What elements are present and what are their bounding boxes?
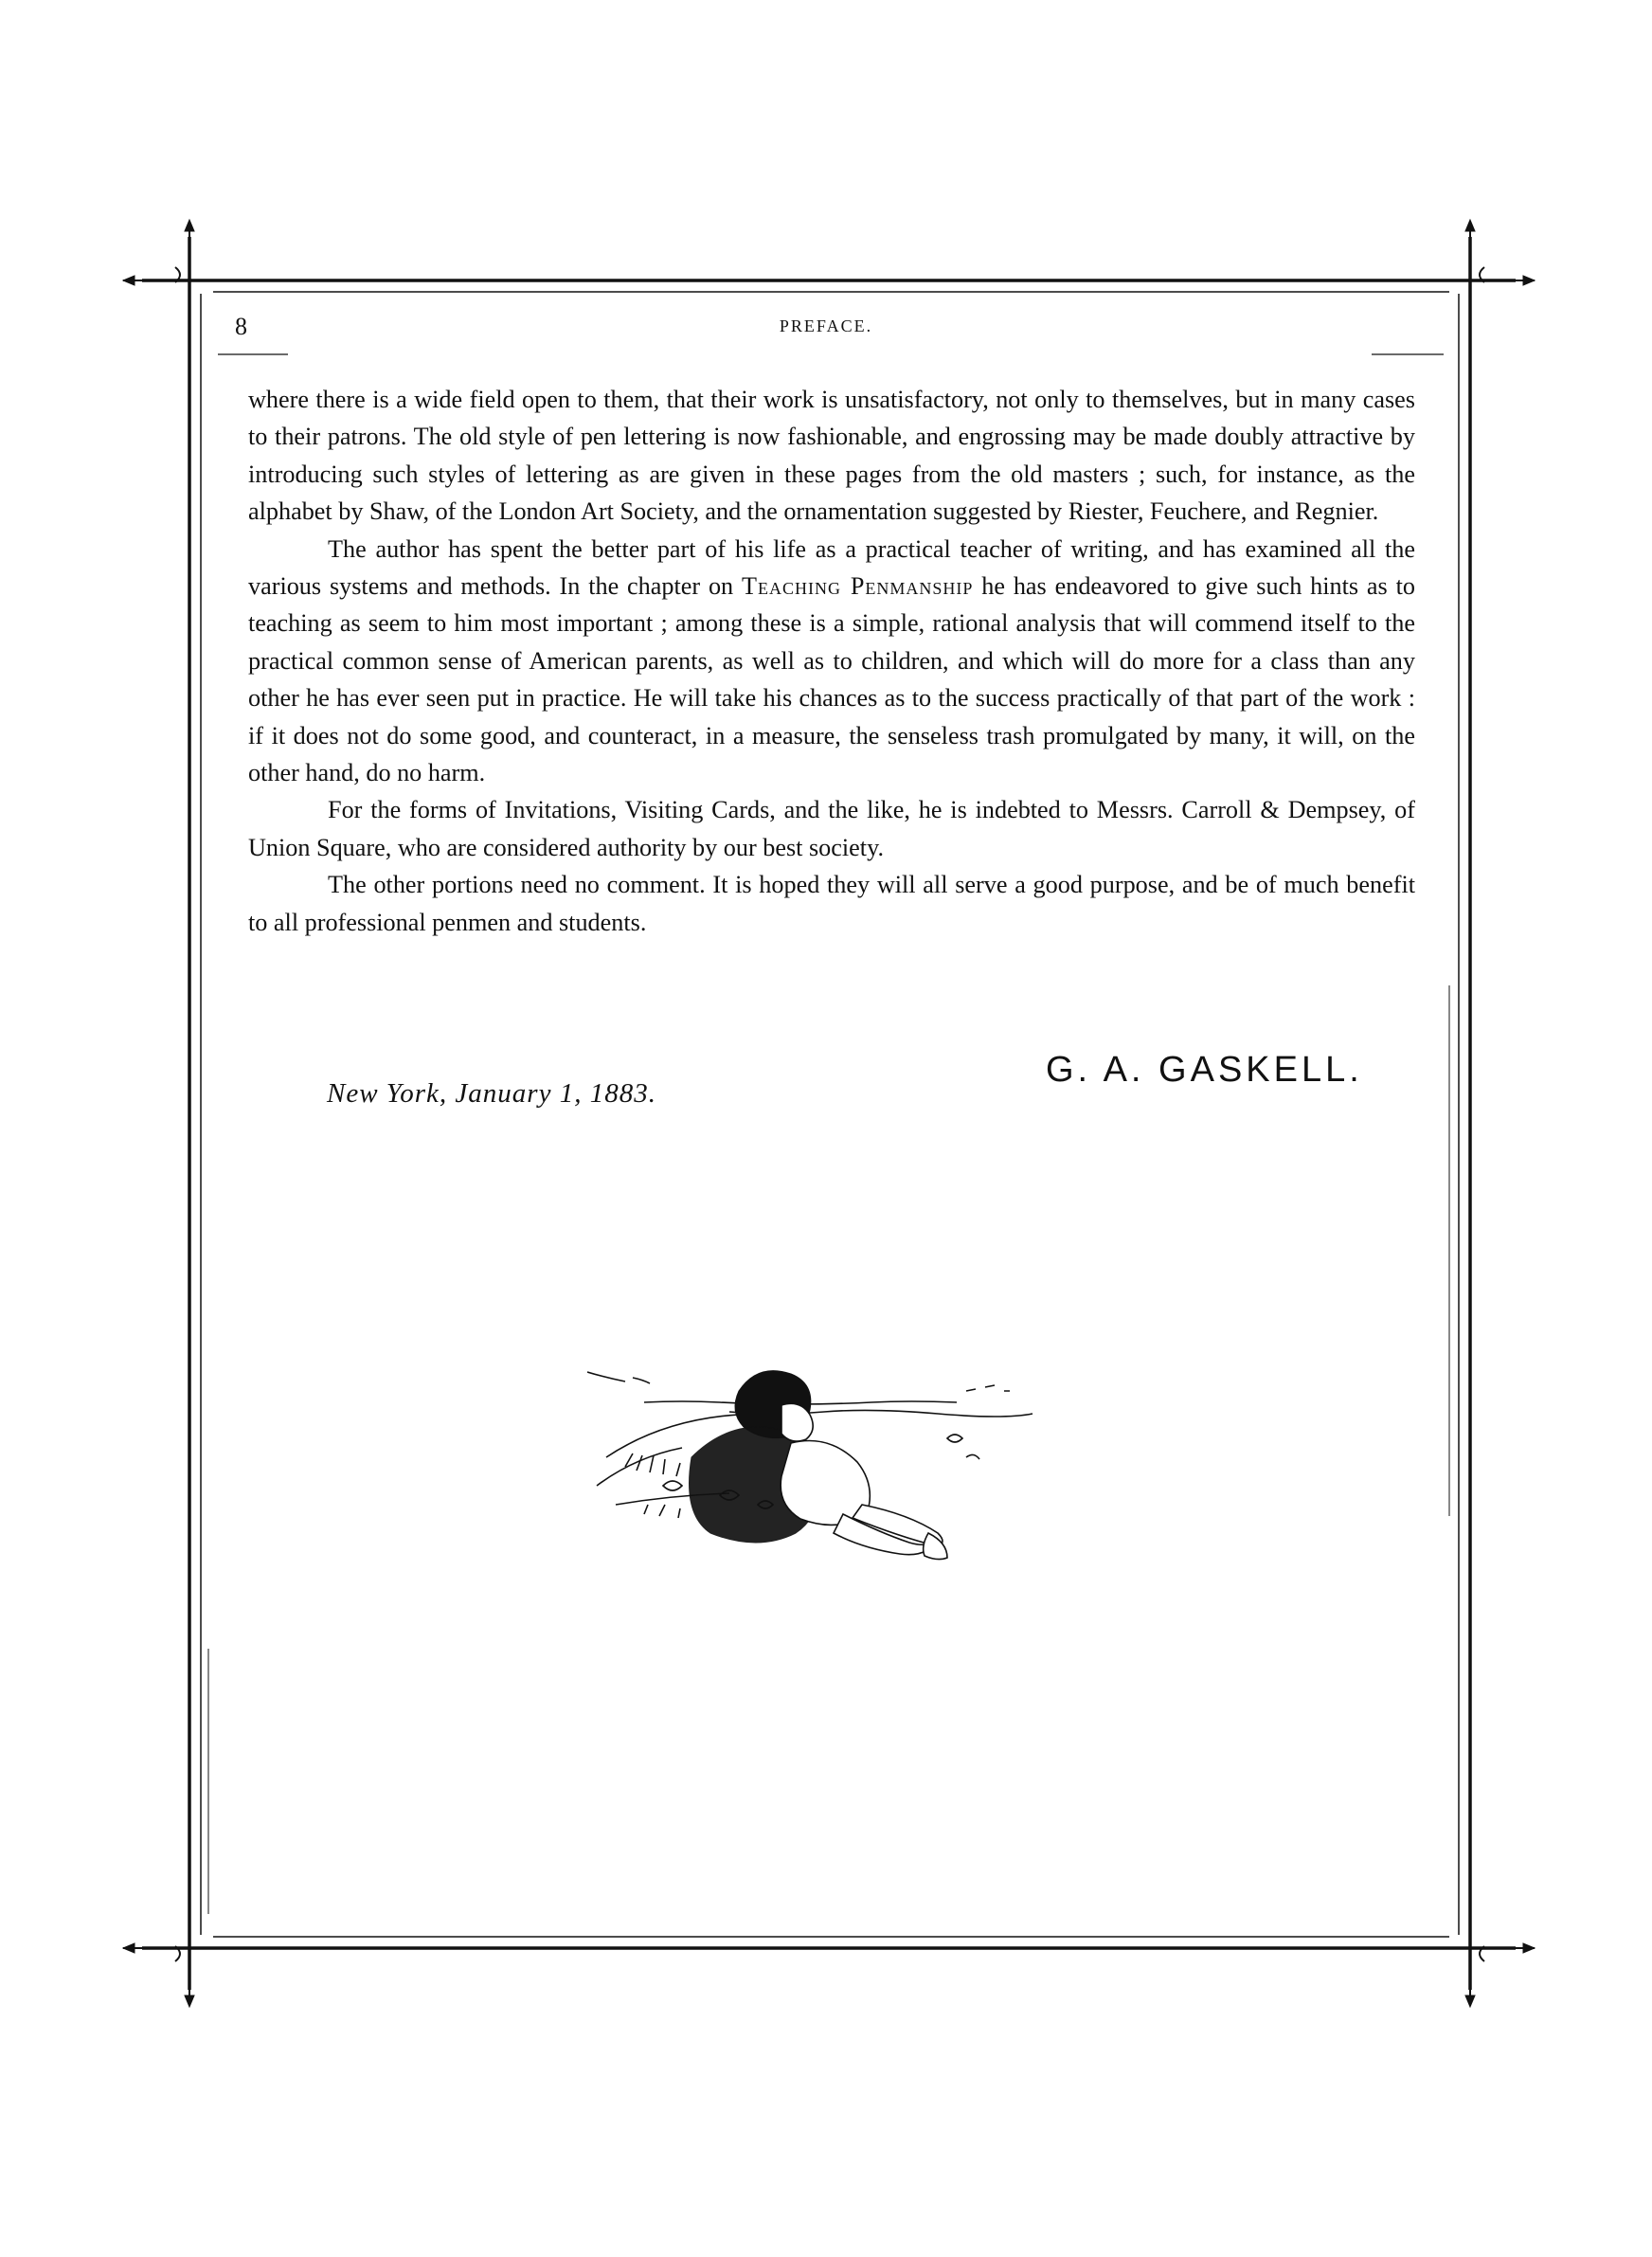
paragraph-2 — [248, 531, 1415, 792]
paragraph-2-text-b: he has endeavored to give such hints as to teaching as seem to him most important ; among these is a simple, rational analysis that will commend itself to the practical common sense of American parents, as well as to children, and which will do more for a class than any other he has ever seen put in practice. He will take his chances as to the success practically of that part of the work : if it does not do some good, and counteract, in a measure, the senseless trash promulgated by many, it will, on the other hand, do no harm. — [248, 572, 1415, 787]
chapter-reference: Teaching Penmanship — [742, 572, 974, 601]
child-vignette-illustration — [587, 1353, 1061, 1618]
paragraph-3: For the forms of Invitations, Visiting Cards, and the like, he is indebted to Messrs. Carroll & Dempsey, of Union Square, who are considered authority by our best society. — [248, 796, 1415, 861]
dateline: New York, January 1, 1883. — [327, 1078, 656, 1109]
paragraph-4: The other portions need no comment. It is hoped they will all serve a good purpose, and be of much benefit to all professional penmen and students. — [248, 871, 1415, 936]
paragraph-2-text-a: The author has spent the better part of his life as a practical teacher of writing, and has examined all the various systems and methods. In the chapter on — [248, 534, 1415, 601]
author-signature: G. A. GASKELL. — [1046, 1050, 1363, 1090]
page-number: 8 — [235, 313, 247, 340]
preface-body — [248, 381, 1415, 941]
paragraph-1: where there is a wide field open to them, that their work is unsatisfactory, not only to themselves, but in many cases to their patrons. The old style of pen lettering is now fashionable, and engrossing may be made doubly attractive by introducing such styles of lettering as are given in these pages from the old masters ; such, for instance, as the alphabet by Shaw, of the London Art Society, and the ornamentation suggested by Riester, Feuchere, and Regnier. — [248, 386, 1415, 526]
running-head: PREFACE. — [779, 316, 873, 335]
